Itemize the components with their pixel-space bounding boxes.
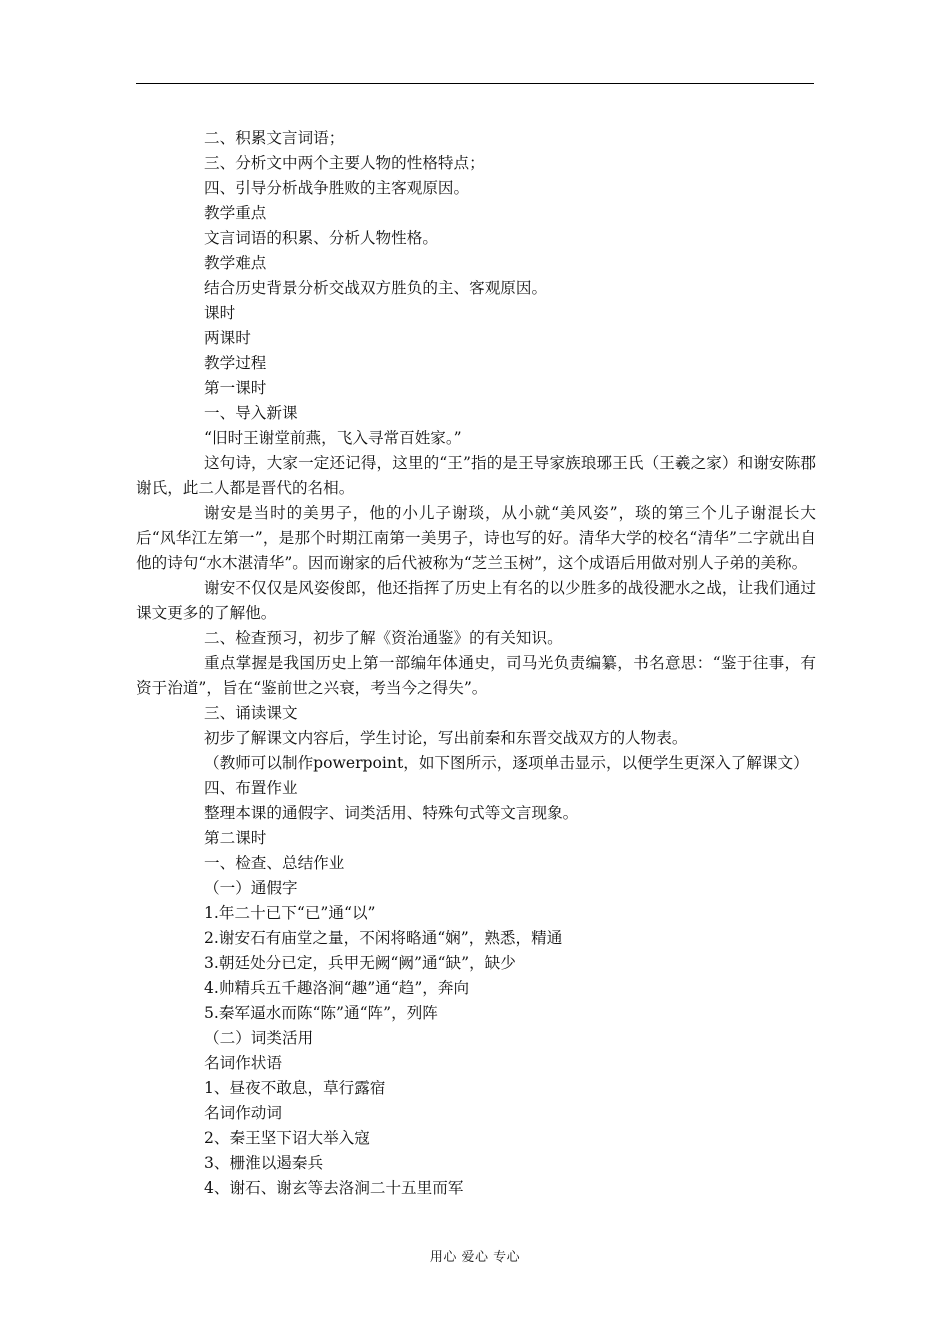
text-line: （二）词类活用 [204, 1029, 314, 1047]
text-line: 四、布置作业 [204, 779, 298, 797]
section-heading: 第一课时 [204, 379, 267, 397]
paragraph: 这句诗，大家一定还记得，这里的“王”指的是王导家族琅琊王氏（王羲之家）和谢安陈郡谢氏，此二人都是晋代的名相。 [136, 454, 816, 497]
text-line: 一、导入新课 [204, 404, 298, 422]
text-line: 四、引导分析战争胜败的主客观原因。 [204, 179, 470, 197]
paragraph: 重点掌握是我国历史上第一部编年体通史，司马光负责编纂，书名意思：“鉴于往事，有资于治道”，旨在“鉴前世之兴衰，考当今之得失”。 [136, 654, 816, 697]
section-heading: 教学难点 [204, 254, 267, 272]
page-footer: 用心 爱心 专心 [429, 1250, 521, 1265]
section-heading: 教学过程 [204, 354, 267, 372]
section-heading: 第二课时 [204, 829, 267, 847]
list-item: 4、谢石、谢玄等去洛涧二十五里而军 [204, 1179, 464, 1197]
text-line: 结合历史背景分析交战双方胜负的主、客观原因。 [204, 279, 548, 297]
list-item: 1.年二十已下“已”通“以” [204, 904, 376, 922]
text-line: 二、检查预习，初步了解《资治通鉴》的有关知识。 [204, 629, 563, 647]
paragraph: 谢安是当时的美男子，他的小儿子谢琰，从小就“美风姿”，琰的第三个儿子谢混长大后“风华江左第一”，是那个时期江南第一美男子，诗也写的好。清华大学的校名“清华”二字就出自他的诗句“水木湛清华”。因而谢家的后代被称为“芝兰玉树”，这个成语后用做对别人子弟的美称。 [136, 504, 816, 572]
text-line: （一）通假字 [204, 879, 298, 897]
text-line: 文言词语的积累、分析人物性格。 [204, 229, 438, 247]
quote-line: “旧时王谢堂前燕，飞入寻常百姓家。” [204, 429, 462, 447]
text-line: 三、诵读课文 [204, 704, 298, 722]
text-line: 整理本课的通假字、词类活用、特殊句式等文言现象。 [204, 804, 579, 822]
list-item: 3、栅淮以遏秦兵 [204, 1154, 324, 1172]
section-heading: 教学重点 [204, 204, 267, 222]
list-item: 1、昼夜不敢息，草行露宿 [204, 1079, 386, 1097]
section-heading: 课时 [204, 304, 236, 322]
document-body [136, 126, 816, 1201]
text-line: 两课时 [204, 329, 251, 347]
text-line: 二、积累文言词语； [204, 129, 345, 147]
list-item: 3.朝廷处分已定，兵甲无阙“阙”通“缺”，缺少 [204, 954, 516, 972]
text-line: 名词作状语 [204, 1054, 282, 1072]
list-item: 2、秦王坚下诏大举入寇 [204, 1129, 370, 1147]
text-line: 一、检查、总结作业 [204, 854, 345, 872]
list-item: 2.谢安石有庙堂之量，不闲将略通“娴”，熟悉，精通 [204, 929, 563, 947]
text-line: （教师可以制作powerpoint，如下图所示，逐项单击显示，以便学生更深入了解课文） [204, 754, 809, 772]
header-rule [136, 83, 814, 84]
text-line: 三、分析文中两个主要人物的性格特点； [204, 154, 485, 172]
paragraph: 谢安不仅仅是风姿俊郎，他还指挥了历史上有名的以少胜多的战役淝水之战，让我们通过课文更多的了解他。 [136, 579, 816, 622]
text-line: 初步了解课文内容后，学生讨论，写出前秦和东晋交战双方的人物表。 [204, 729, 688, 747]
list-item: 4.帅精兵五千趣洛涧“趣”通“趋”，奔向 [204, 979, 470, 997]
list-item: 5.秦军逼水而陈“陈”通“阵”，列阵 [204, 1004, 438, 1022]
text-line: 名词作动词 [204, 1104, 282, 1122]
